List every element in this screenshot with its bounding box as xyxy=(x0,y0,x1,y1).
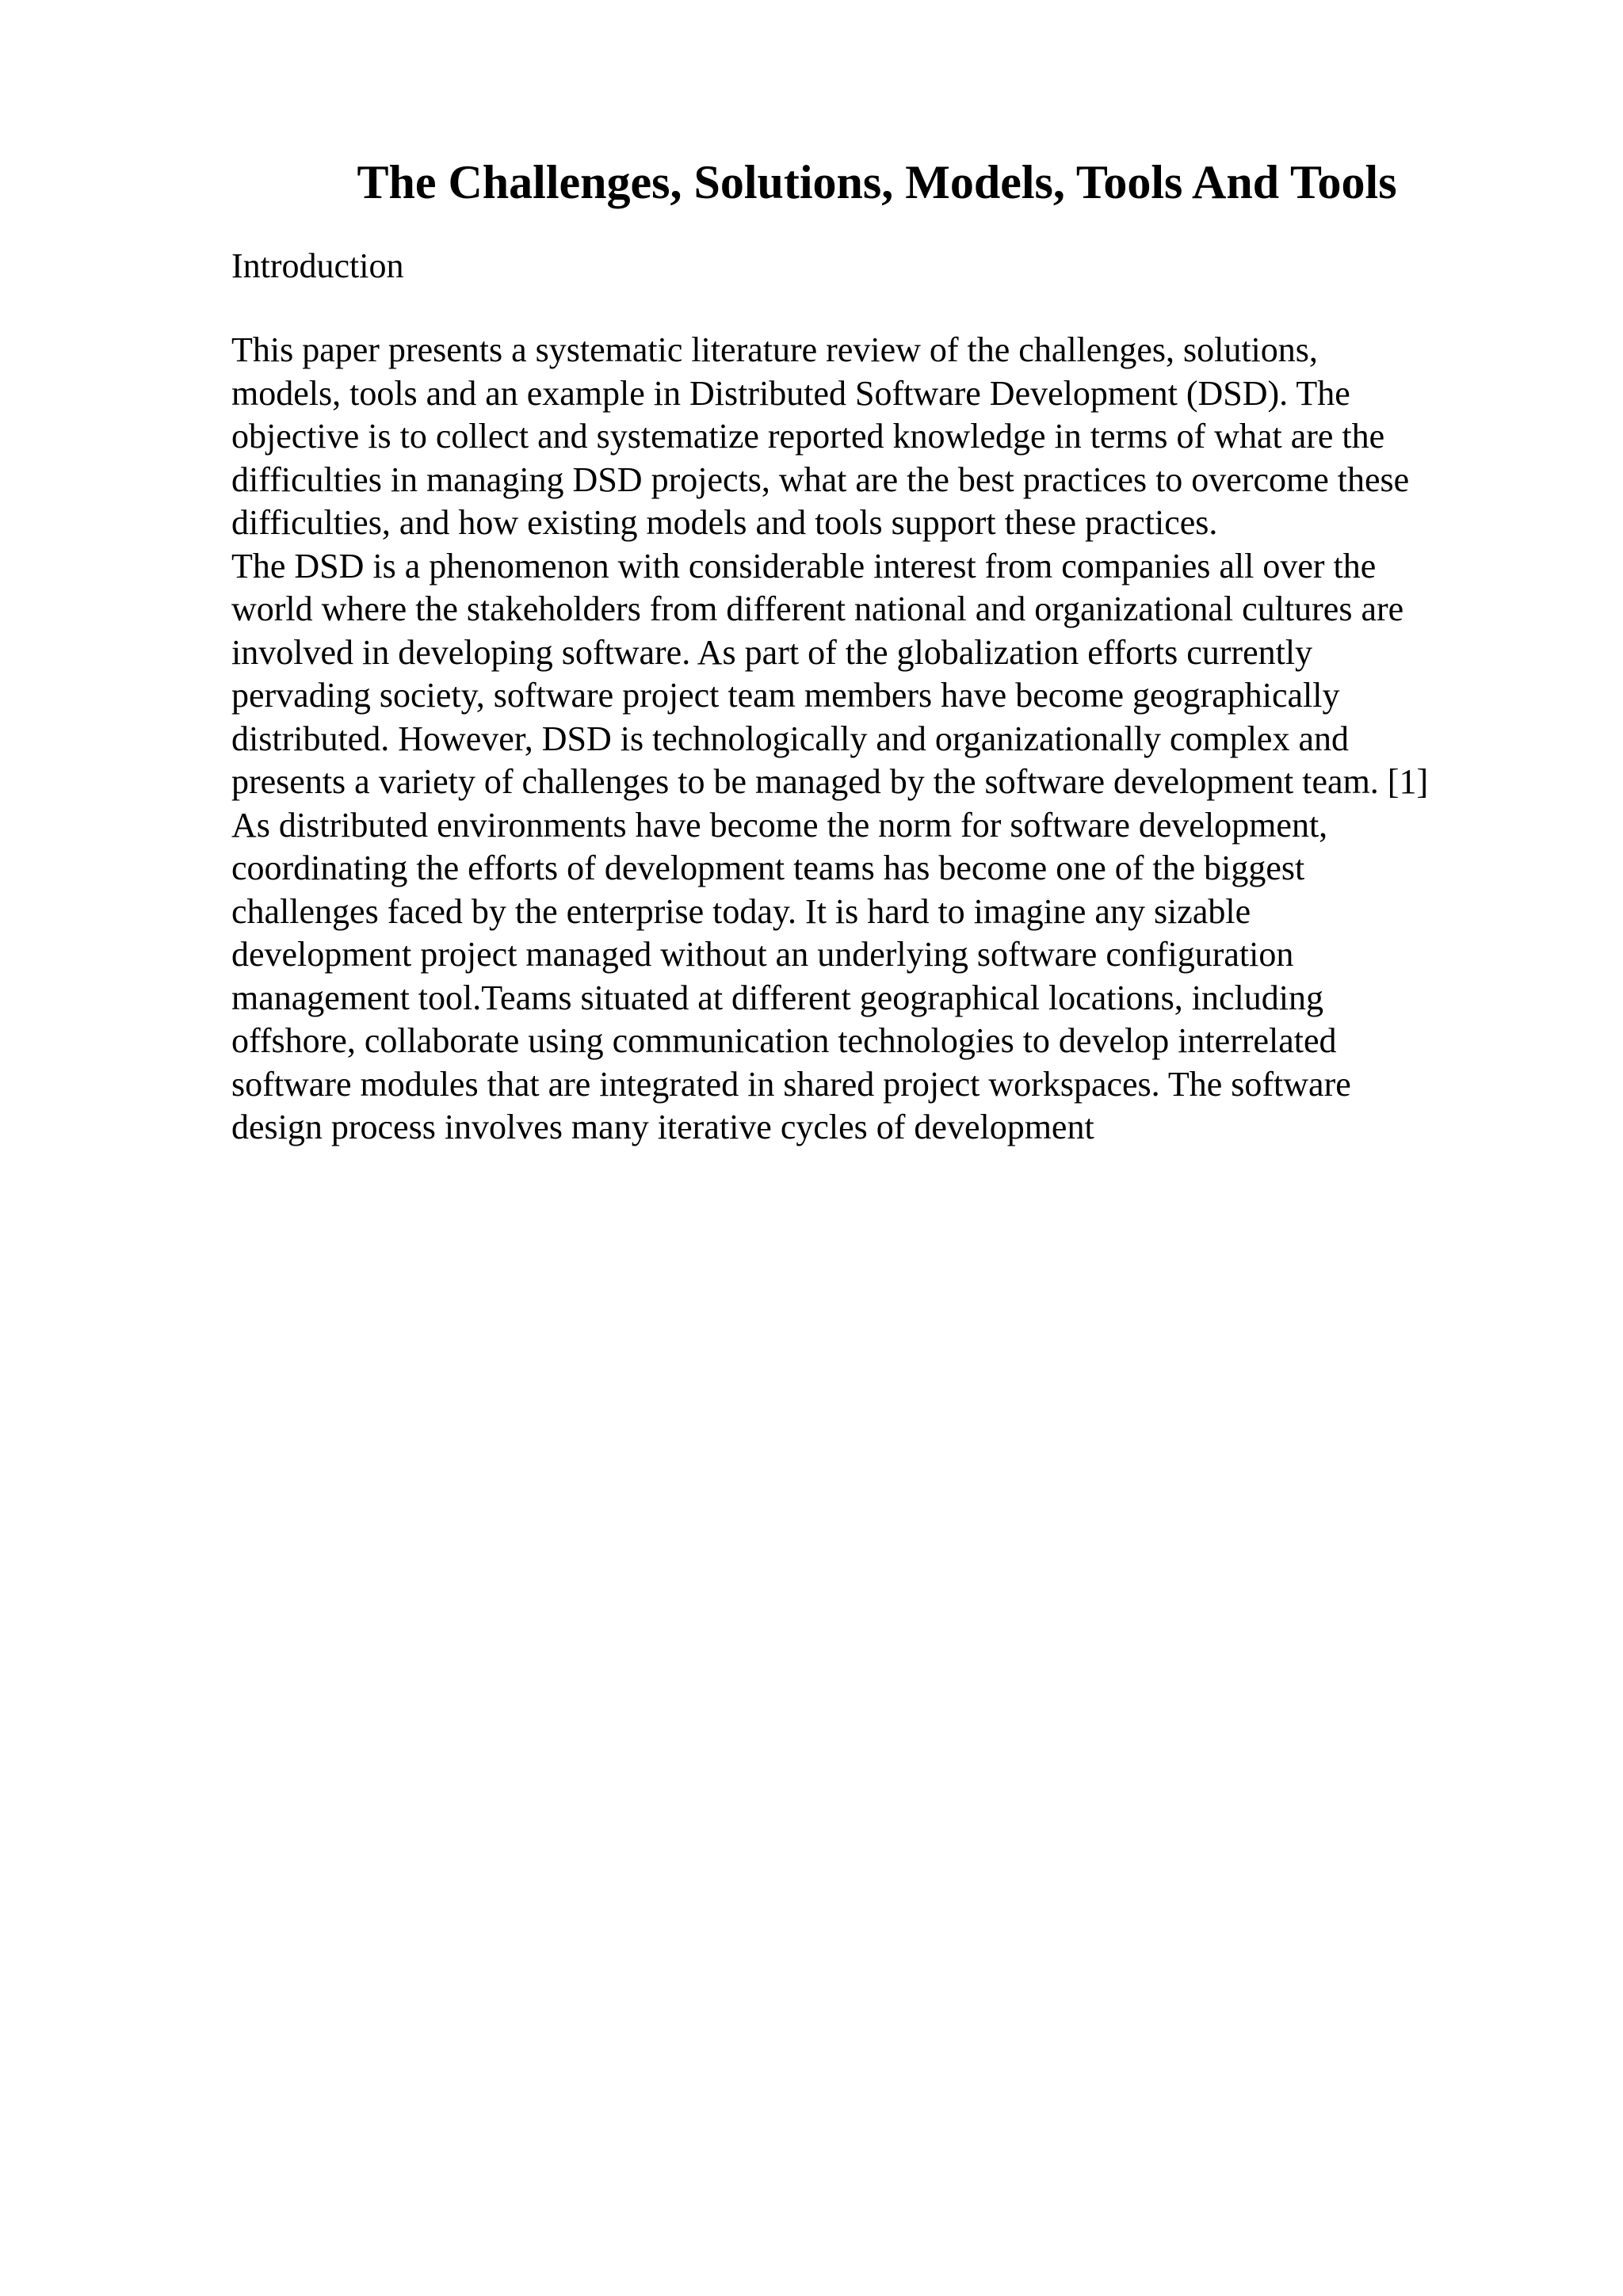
text-line: objective is to collect and systematize reported knowledge in terms of what are the xyxy=(231,417,1385,456)
text-line: challenges faced by the enterprise today. It is hard to imagine any sizable xyxy=(231,891,1251,931)
text-line: models, tools and an example in Distributed Software Development (DSD). The xyxy=(231,373,1350,413)
text-line: presents a variety of challenges to be managed by the software development team. [1] xyxy=(231,762,1429,801)
text-line: design process involves many iterative cycles of development xyxy=(231,1108,1094,1146)
section-heading: Introduction xyxy=(231,246,404,285)
document-title: The Challenges, Solutions, Models, Tools And Tools xyxy=(357,156,1397,208)
paragraph-3 xyxy=(231,804,1594,1150)
text-line: involved in developing software. As part of the globalization efforts currently xyxy=(231,632,1313,672)
text-line: distributed. However, DSD is technologically and organizationally complex and xyxy=(231,719,1349,758)
text-line: development project managed without an underlying software configuration xyxy=(231,935,1294,974)
text-line: management tool.Teams situated at different geographical locations, including xyxy=(231,978,1324,1017)
text-line: This paper presents a systematic literature review of the challenges, solutions, xyxy=(231,330,1318,369)
text-line: The DSD is a phenomenon with considerable interest from companies all over the xyxy=(231,546,1377,585)
text-line: pervading society, software project team members have become geographically xyxy=(231,676,1340,715)
text-line: offshore, collaborate using communication technologies to develop interrelated xyxy=(231,1021,1337,1060)
paragraph-1 xyxy=(231,329,1594,545)
text-line: difficulties, and how existing models and tools support these practices. xyxy=(231,503,1218,542)
text-line: world where the stakeholders from different national and organizational cultures are xyxy=(231,589,1404,628)
text-line: coordinating the efforts of development teams has become one of the biggest xyxy=(231,849,1305,887)
heading-spacer xyxy=(231,289,1594,329)
text-line: software modules that are integrated in shared project workspaces. The software xyxy=(231,1064,1351,1104)
text-line: difficulties in managing DSD projects, what are the best practices to overcome these xyxy=(231,460,1410,499)
text-line: As distributed environments have become the norm for software development, xyxy=(231,805,1328,845)
paragraph-2 xyxy=(231,545,1594,804)
document-body xyxy=(231,243,1594,1150)
